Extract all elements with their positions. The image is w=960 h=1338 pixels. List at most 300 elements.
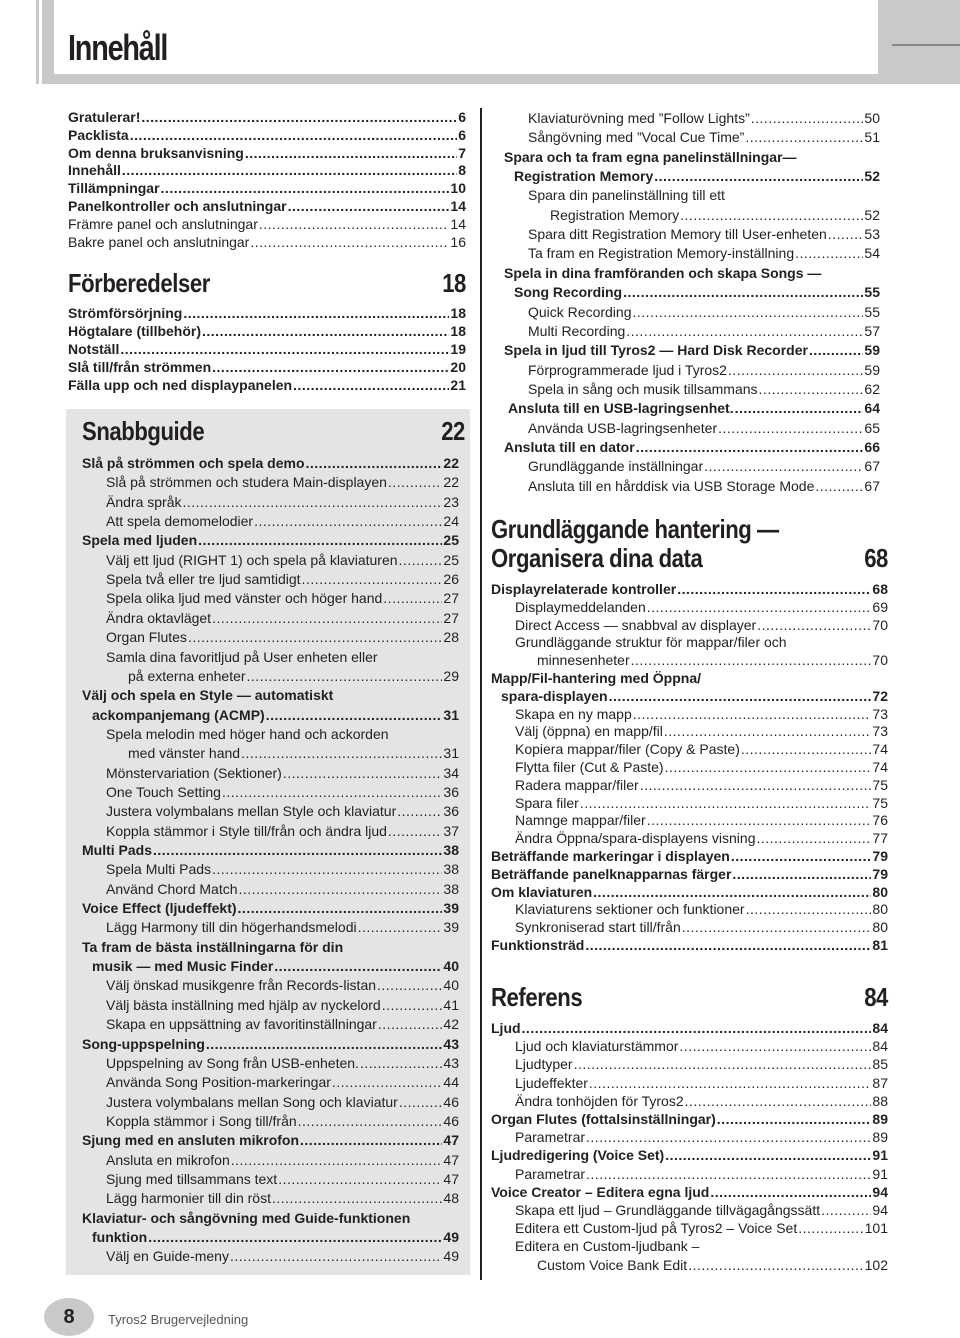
section-title: Organisera dina data [491, 543, 703, 573]
toc-entry-title: minnesenheter [537, 652, 630, 669]
toc-entry-title: Spela med ljuden [82, 532, 198, 549]
toc-entry-page: 34 [443, 764, 459, 781]
toc-entry-page: 27 [443, 590, 459, 607]
toc-entry[interactable] [491, 848, 888, 865]
toc-entry-page: 75 [872, 776, 888, 793]
toc-entry[interactable] [106, 1248, 459, 1265]
toc-entry[interactable] [515, 1056, 888, 1073]
toc-entry[interactable] [528, 304, 880, 321]
toc-entry[interactable] [68, 359, 466, 376]
toc-entry-page: 79 [872, 848, 888, 864]
toc-entry-page: 94 [872, 1202, 888, 1218]
toc-entry-page: 72 [872, 687, 888, 704]
dot-leader [360, 1055, 442, 1072]
toc-entry[interactable] [528, 226, 880, 243]
toc-entry[interactable] [68, 162, 466, 179]
toc-entry[interactable] [528, 420, 880, 437]
toc-entry-page: 70 [872, 616, 888, 633]
toc-entry-title: Främre panel och anslutningar [68, 215, 258, 232]
toc-entry[interactable] [106, 1016, 459, 1033]
toc-entry[interactable] [68, 198, 466, 215]
toc-entry-title: Ljudredigering (Voice Set) [491, 1147, 665, 1164]
toc-entry-page: 80 [872, 901, 888, 918]
toc-entry-page: 73 [872, 723, 888, 740]
toc-entry-title: Koppla stämmor i Style till/från och ändra ljud [106, 822, 387, 839]
toc-entry[interactable] [106, 1171, 459, 1188]
toc-entry[interactable] [491, 581, 888, 598]
dot-leader [640, 777, 872, 794]
dot-leader [382, 997, 443, 1014]
toc-entry-page: 49 [443, 1248, 459, 1265]
toc-entry-page: 43 [443, 1054, 459, 1071]
toc-entry-page: 38 [443, 842, 459, 858]
toc-entry-title: Multi Recording [528, 322, 626, 339]
toc-entry-page: 10 [450, 180, 466, 197]
toc-entry-page: 46 [443, 1093, 459, 1110]
toc-entry[interactable] [501, 688, 888, 705]
toc-entry[interactable] [515, 617, 888, 634]
section-grund-line1 [491, 514, 888, 545]
toc-entry[interactable] [82, 1132, 459, 1149]
toc-entry[interactable] [528, 362, 880, 379]
toc-entry[interactable] [515, 830, 888, 847]
toc-entry-page: 47 [443, 1151, 459, 1168]
section-title: Förberedelser [68, 268, 210, 298]
toc-entry-page: 36 [443, 803, 459, 820]
toc-entry-page: 38 [443, 880, 459, 897]
toc-entry[interactable] [504, 342, 880, 359]
toc-entry[interactable] [106, 1152, 459, 1169]
toc-entry[interactable] [528, 478, 880, 495]
toc-entry[interactable] [515, 901, 888, 918]
toc-entry-title: Spara och ta fram egna panelinställningar— [504, 148, 797, 165]
toc-entry-page: 55 [864, 284, 880, 301]
toc-entry[interactable] [515, 741, 888, 758]
toc-entry[interactable] [106, 513, 459, 530]
toc-entry[interactable] [82, 455, 459, 472]
dot-leader [623, 284, 863, 301]
toc-entry-page: 23 [443, 493, 459, 510]
toc-entry[interactable] [515, 599, 888, 616]
dot-leader [247, 668, 443, 685]
toc-entry-title: Slå till/från strömmen [68, 359, 212, 375]
toc-entry[interactable] [82, 532, 459, 549]
toc-entry-page: 26 [443, 571, 459, 588]
toc-entry-page: 47 [443, 1132, 459, 1149]
toc-entry-title: Parametrar [515, 1165, 586, 1182]
toc-entry-title: Ändra språk [106, 493, 182, 510]
dot-leader [741, 741, 872, 758]
toc-entry[interactable] [82, 842, 459, 859]
toc-entry-page: 80 [872, 883, 888, 900]
toc-entry[interactable] [528, 110, 880, 127]
header-left-rule [36, 0, 39, 84]
dot-leader [664, 723, 872, 740]
header-title-box [54, 0, 878, 74]
toc-entry[interactable] [491, 937, 888, 954]
toc-entry[interactable] [515, 1038, 888, 1055]
toc-entry-title: Custom Voice Bank Edit [537, 1256, 688, 1273]
toc-entry[interactable] [106, 1190, 459, 1207]
toc-entry[interactable] [515, 1075, 888, 1092]
toc-entry[interactable] [82, 939, 459, 956]
dot-leader [230, 1248, 442, 1265]
toc-entry[interactable] [491, 1184, 888, 1201]
column-divider [480, 108, 482, 1280]
toc-entry[interactable] [515, 634, 888, 651]
toc-entry[interactable] [508, 400, 880, 417]
dot-leader [206, 1036, 443, 1053]
toc-entry-page: 67 [864, 458, 880, 475]
toc-entry-title: Gratulerar! [68, 109, 141, 125]
toc-entry-page: 59 [864, 361, 880, 378]
toc-entry[interactable] [106, 590, 459, 607]
toc-entry-title: Förprogrammerade ljud i Tyros2 [528, 361, 727, 378]
toc-entry-title: Välj (öppna) en mapp/fil [515, 723, 663, 740]
toc-entry[interactable] [514, 284, 880, 301]
toc-entry[interactable] [128, 668, 459, 685]
toc-entry-title: Högtalare (tillbehör) [68, 323, 202, 339]
toc-entry-page: 52 [864, 168, 880, 185]
toc-entry[interactable] [68, 377, 466, 394]
toc-entry-title: Välj bästa inställning med hjälp av nyckelord [106, 996, 381, 1013]
dot-leader [589, 1075, 872, 1092]
dot-leader [272, 1190, 442, 1207]
toc-entry-title: Ändra Öppna/spara-displayens visning [515, 830, 756, 847]
dot-leader [254, 513, 442, 530]
toc-entry[interactable] [106, 977, 459, 994]
dot-leader [212, 610, 442, 627]
dot-leader [593, 884, 871, 901]
toc-entry-title: Spara ditt Registration Memory till User-enheten [528, 226, 827, 243]
toc-entry[interactable] [68, 323, 466, 340]
toc-entry[interactable] [128, 745, 459, 762]
toc-entry-page: 47 [443, 1170, 459, 1187]
toc-entry[interactable] [106, 765, 459, 782]
toc-entry-title: spara-displayen [501, 687, 608, 704]
toc-entry-title: Välj önskad musikgenre från Records-listan [106, 977, 377, 994]
toc-entry-page: 22 [443, 455, 459, 471]
toc-entry-page: 18 [450, 305, 466, 321]
toc-entry-title: Slå på strömmen och studera Main-displayen [106, 474, 387, 491]
toc-entry[interactable] [82, 687, 459, 704]
toc-entry-title: Beträffande markeringar i displayen [491, 848, 730, 864]
dot-leader [751, 110, 864, 127]
toc-entry[interactable] [528, 381, 880, 398]
toc-entry[interactable] [68, 127, 466, 144]
toc-entry[interactable] [106, 861, 459, 878]
toc-entry-title: Lägg harmonier till din röst [106, 1190, 271, 1207]
toc-entry-page: 52 [864, 206, 880, 223]
dot-leader [274, 958, 442, 975]
toc-entry[interactable] [82, 1036, 459, 1053]
toc-entry[interactable] [515, 1093, 888, 1110]
dot-leader [278, 1171, 442, 1188]
toc-entry-page: 57 [864, 322, 880, 339]
toc-entry[interactable] [528, 129, 880, 146]
toc-entry-title: Ljud [491, 1020, 521, 1036]
toc-entry[interactable] [106, 1094, 459, 1111]
toc-entry[interactable] [106, 1055, 459, 1072]
toc-entry-page: 88 [872, 1092, 888, 1109]
toc-entry[interactable] [515, 777, 888, 794]
toc-entry[interactable] [68, 180, 466, 197]
toc-entry-title: Flytta filer (Cut & Paste) [515, 759, 664, 775]
dot-leader [636, 439, 864, 456]
dot-leader [399, 552, 443, 569]
dot-leader [680, 207, 863, 224]
toc-entry-title: Displayrelaterade kontroller [491, 581, 677, 597]
toc-entry-page: 38 [443, 861, 459, 878]
dot-leader [397, 803, 442, 820]
toc-entry[interactable] [491, 884, 888, 901]
toc-entry[interactable] [92, 958, 459, 975]
toc-entry-page: 41 [443, 996, 459, 1013]
toc-entry[interactable] [106, 610, 459, 627]
toc-entry-page: 25 [443, 551, 459, 568]
dot-leader [300, 1132, 442, 1149]
toc-entry[interactable] [68, 341, 466, 358]
toc-entry[interactable] [491, 1020, 888, 1037]
toc-entry-page: 101 [864, 1220, 888, 1237]
dot-leader [188, 629, 442, 646]
toc-entry-title: Använda Song Position-markeringar [106, 1074, 331, 1091]
toc-entry-title: Om klaviaturen [491, 883, 593, 900]
toc-entry-title: Skapa en ny mapp [515, 705, 632, 722]
toc-entry[interactable] [515, 1166, 888, 1183]
toc-entry[interactable] [528, 245, 880, 262]
toc-entry[interactable] [106, 552, 459, 569]
toc-entry-page: 50 [864, 110, 880, 126]
toc-entry-page: 49 [443, 1229, 459, 1245]
toc-entry[interactable] [106, 1074, 459, 1091]
dot-leader [626, 323, 863, 340]
toc-entry-page: 40 [443, 958, 459, 975]
toc-entry[interactable] [515, 812, 888, 829]
toc-entry[interactable] [82, 1210, 459, 1227]
toc-entry[interactable] [515, 723, 888, 740]
toc-entry[interactable] [528, 458, 880, 475]
dot-leader [378, 1016, 443, 1033]
toc-entry-page: 18 [450, 323, 466, 339]
toc-entry-title: Innehåll [68, 162, 121, 179]
toc-entry[interactable] [515, 1129, 888, 1146]
toc-entry[interactable] [504, 265, 880, 282]
toc-entry-title: Song-uppspelning [82, 1035, 205, 1052]
dot-leader [580, 795, 872, 812]
toc-entry-title: Spela Multi Pads [106, 861, 212, 878]
toc-entry[interactable] [537, 1257, 888, 1274]
toc-entry-page: 94 [872, 1183, 888, 1200]
toc-entry[interactable] [92, 707, 459, 724]
toc-entry-title: Direct Access — snabbval av displayer [515, 616, 757, 633]
toc-entry[interactable] [106, 629, 459, 646]
dot-leader [665, 1147, 871, 1164]
toc-entry-page: 14 [450, 215, 466, 232]
toc-entry[interactable] [515, 1202, 888, 1219]
toc-entry[interactable] [491, 1111, 888, 1128]
dot-leader [717, 1111, 872, 1128]
toc-entry[interactable] [106, 474, 459, 491]
toc-entry-page: 76 [872, 812, 888, 829]
toc-entry-page: 44 [443, 1074, 459, 1091]
dot-leader [828, 226, 864, 243]
toc-entry[interactable] [106, 649, 459, 666]
toc-entry-page: 21 [450, 377, 466, 393]
toc-entry[interactable] [106, 784, 459, 801]
toc-entry-title: Notställ [68, 341, 120, 357]
toc-entry-title: Ljud och klaviaturstämmor [515, 1038, 679, 1055]
toc-entry-page: 91 [872, 1147, 888, 1164]
toc-entry[interactable] [515, 706, 888, 723]
toc-entry-page: 43 [443, 1035, 459, 1052]
toc-entry-page: 39 [443, 919, 459, 936]
toc-entry-page: 69 [872, 598, 888, 615]
toc-entry-title: Uppspelning av Song från USB-enheten. [106, 1054, 359, 1071]
toc-entry[interactable] [515, 919, 888, 936]
toc-entry-page: 19 [450, 341, 466, 357]
toc-entry[interactable] [528, 187, 880, 204]
toc-entry[interactable] [491, 670, 888, 687]
toc-entry[interactable] [515, 795, 888, 812]
dot-leader [685, 1093, 872, 1110]
toc-entry[interactable] [106, 726, 459, 743]
toc-entry-page: 39 [443, 900, 459, 917]
toc-entry[interactable] [515, 759, 888, 776]
toc-entry[interactable] [106, 919, 459, 936]
toc-entry-page: 24 [443, 513, 459, 530]
dot-leader [728, 362, 863, 379]
toc-entry-page: 75 [872, 794, 888, 811]
dot-leader [585, 937, 871, 954]
toc-entry-title: Bakre panel och anslutningar [68, 233, 250, 250]
toc-entry-page: 87 [872, 1074, 888, 1091]
toc-entry-title: Skapa ett ljud – Grundläggande tillvägagångssätt [515, 1202, 821, 1218]
dot-leader [654, 168, 863, 185]
dot-leader [288, 198, 450, 215]
toc-entry-title: Om denna bruksanvisning [68, 144, 244, 161]
toc-entry[interactable] [106, 803, 459, 820]
toc-entry-title: Displaymeddelanden [515, 598, 646, 615]
toc-entry-title: Spela olika ljud med vänster och höger hand [106, 590, 383, 607]
dot-leader [358, 919, 443, 936]
toc-entry-title: Sjung med en ansluten mikrofon [82, 1132, 300, 1149]
toc-entry-title: Ändra oktavläget [106, 609, 212, 626]
toc-entry[interactable] [106, 1113, 459, 1130]
dot-leader [161, 180, 450, 197]
toc-entry[interactable] [514, 168, 880, 185]
toc-entry-title: Ljudeffekter [515, 1074, 588, 1091]
toc-entry-title: Quick Recording [528, 303, 632, 320]
toc-entry[interactable] [515, 1238, 888, 1255]
toc-entry-page: 31 [443, 745, 459, 762]
toc-entry[interactable] [106, 571, 459, 588]
dot-leader [746, 901, 872, 918]
dot-leader [148, 1229, 442, 1246]
dot-leader [388, 823, 443, 840]
toc-entry-page: 66 [864, 438, 880, 455]
dot-leader [388, 474, 443, 491]
toc-entry[interactable] [491, 866, 888, 883]
toc-entry-title: Song Recording [514, 284, 623, 301]
toc-entry-page: 54 [864, 245, 880, 262]
section-snabbguide [82, 416, 465, 447]
toc-entry[interactable] [106, 494, 459, 511]
toc-entry-title: Använda USB-lagringsenheter [528, 419, 718, 436]
dot-leader [795, 245, 863, 262]
toc-entry-page: 84 [872, 1020, 888, 1036]
dot-leader [198, 532, 442, 549]
dot-leader [574, 1056, 872, 1073]
toc-entry[interactable] [106, 823, 459, 840]
toc-entry[interactable] [82, 900, 459, 917]
toc-entry-title: Ansluta till en dator [504, 438, 635, 455]
toc-entry-title: Registration Memory [514, 168, 654, 185]
toc-entry[interactable] [550, 207, 880, 224]
dot-leader [239, 881, 443, 898]
toc-entry[interactable] [68, 216, 466, 233]
toc-entry-title: Ändra tonhöjden för Tyros2 [515, 1092, 684, 1109]
dot-leader [809, 342, 863, 359]
toc-entry[interactable] [515, 1220, 888, 1237]
toc-entry-title: Sjung med tillsammans text [106, 1170, 278, 1187]
section-page: 84 [864, 982, 888, 1012]
toc-entry[interactable] [528, 323, 880, 340]
toc-entry[interactable] [68, 145, 466, 162]
dot-leader [120, 341, 449, 358]
toc-entry[interactable] [106, 881, 459, 898]
toc-entry[interactable] [68, 305, 466, 322]
toc-entry[interactable] [92, 1229, 459, 1246]
dot-leader [821, 1202, 871, 1219]
toc-entry-page: 20 [450, 359, 466, 375]
toc-entry-page: 40 [443, 977, 459, 994]
toc-entry-title: funktion [92, 1229, 148, 1245]
toc-entry-title: musik — med Music Finder [92, 958, 274, 975]
toc-entry-title: Spela in ljud till Tyros2 — Hard Disk Recorder [504, 342, 808, 359]
toc-entry-title: Editera en Custom-ljudbank – [515, 1238, 700, 1255]
section-page: 18 [442, 268, 466, 298]
toc-entry-title: Spela in dina framföranden och skapa Songs — [504, 264, 822, 281]
toc-entry-page: 84 [872, 1038, 888, 1055]
toc-entry[interactable] [504, 439, 880, 456]
dot-leader [631, 652, 872, 669]
dot-leader [141, 109, 457, 126]
toc-entry-page: 14 [450, 198, 466, 214]
toc-entry[interactable] [106, 997, 459, 1014]
toc-entry[interactable] [68, 234, 466, 251]
dot-leader [183, 305, 449, 322]
dot-leader [259, 216, 450, 233]
toc-entry-title: Synkroniserad start till/från [515, 919, 681, 936]
section-title: Grundläggande hantering — [491, 514, 779, 544]
section-title: Referens [491, 982, 583, 1012]
toc-entry[interactable] [537, 652, 888, 669]
toc-entry[interactable] [504, 149, 880, 166]
dot-leader [679, 1038, 871, 1055]
toc-entry-title: Multi Pads [82, 842, 153, 858]
dot-leader [586, 1129, 871, 1146]
toc-entry[interactable] [68, 109, 466, 126]
toc-entry-page: 55 [864, 303, 880, 320]
footer-title: Tyros2 Brugervejledning [108, 1312, 249, 1327]
toc-entry-title: Organ Flutes (fottalsinställningar) [491, 1111, 716, 1127]
toc-entry[interactable] [491, 1147, 888, 1164]
toc-entry-page: 28 [443, 629, 459, 646]
toc-entry-title: Använd Chord Match [106, 880, 238, 897]
dot-leader [306, 455, 443, 472]
section-page: 22 [441, 416, 465, 446]
